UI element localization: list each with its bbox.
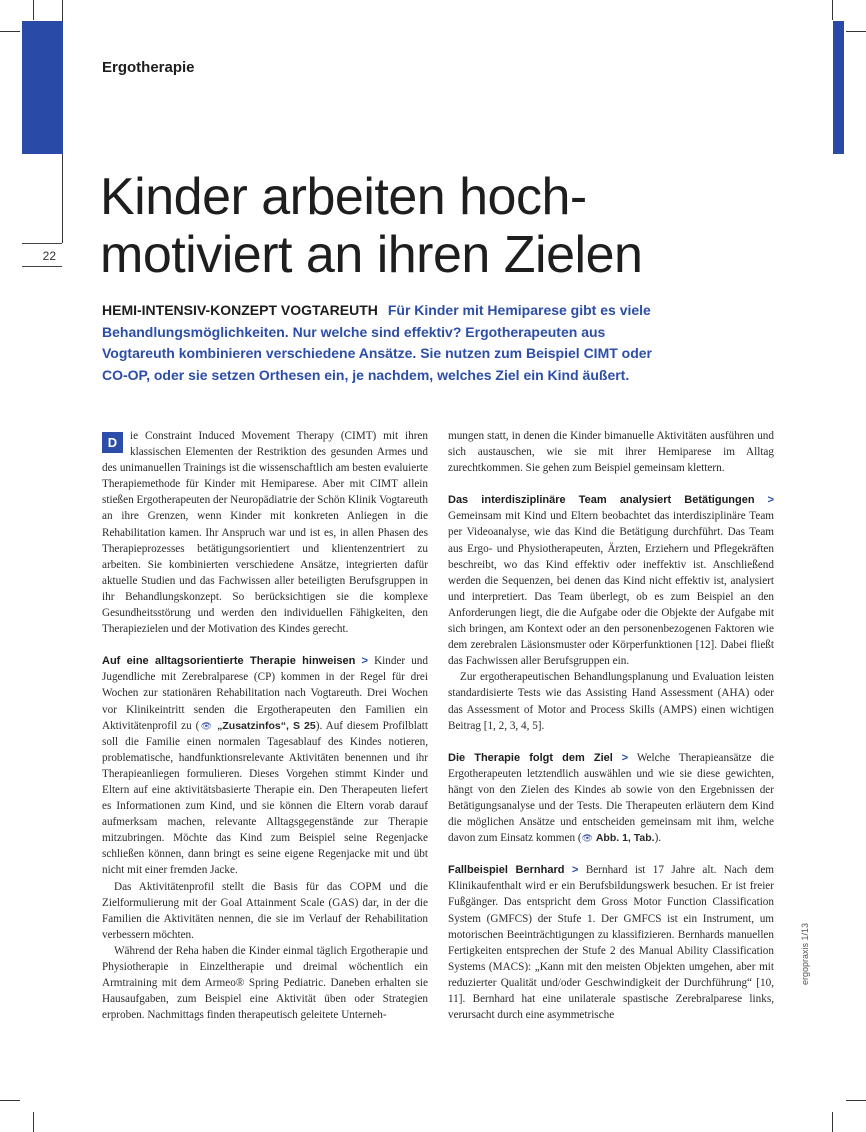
paragraph: Das Aktivitätenprofil stellt die Basis für das COPM und die Zielformulierung mit der Goal Attainment Scale (GAS) dar, in der die Familien die Aktivitäten nennen, die sie im Verlauf der Rehabilitation verbessern möchten.: [102, 880, 428, 941]
dropcap: D: [102, 432, 123, 453]
arrow-icon: >: [621, 751, 629, 764]
text-column-left: [102, 428, 428, 1023]
title-line: motiviert an ihren Zielen: [100, 226, 643, 284]
paragraph-text: ).: [654, 832, 662, 845]
subheading: Die Therapie folgt dem Ziel: [448, 751, 613, 764]
crop-mark: [832, 1112, 833, 1132]
paragraph-text: Gemeinsam mit Kind und Eltern beobachtet das interdisziplinäre Team per Videoanalyse, wie das Kind die Betätigung durchführt. Das Team aus Ergo- und Physiotherapeuten, Ärzten, Erziehern und Pflegekräften beschreibt, wo das Kind effektiv oder ineffektiv ist. Anschließend werden die Sequenzen, bei denen das Kind nicht effektiv ist, analysiert und interpretiert. Das Team überlegt, ob es zum Beispiel an den Anforderungen liegt, die die Aufgabe oder die Objekte der Aufgabe mit sich bringen, am Kontext oder an den personenbezogenen Faktoren wie dem zerebralen Läsionsmuster oder Körperfunktionen [12]. Dabei fließt das Fachwissen aller Berufsgruppen ein.: [448, 510, 774, 668]
paragraph: [448, 492, 774, 669]
lead-text: Für Kinder mit Hemiparese gibt es viele Behandlungsmöglichkeiten. Nur welche sind effektiv? Ergotherapeuten aus Vogtareuth kombinieren verschiedene Ansätze. Sie nutzen zum Beispiel CIMT oder CO-OP, oder sie setzen Orthesen ein, je nachdem, welches Ziel ein Kind äußert.: [102, 302, 653, 383]
cross-reference-link[interactable]: „Zusatzinfos“, S 25: [217, 719, 316, 732]
paragraph-text: Kinder und Jugendliche mit Zerebralparese (CP) kommen in der Regel für drei Wochen zur stationären Rehabilitation nach Vogtareuth. Drei Wochen vor Klinikeintritt senden die Ergotherapeuten den Familien ein Aktivitätenprofil zu (: [102, 655, 428, 732]
section-color-bar: [22, 21, 63, 154]
section-label: Ergotherapie: [102, 59, 195, 76]
crop-mark: [832, 0, 833, 20]
lead-kicker: HEMI-INTENSIV-KONZEPT VOGTAREUTH: [102, 302, 378, 318]
text-column-right: [448, 428, 774, 1023]
arrow-icon: >: [361, 655, 368, 668]
article-title: [100, 168, 800, 284]
paragraph-text: Welche Therapieansätze die Ergotherapeuten letztendlich auswählen und wie sie diese gewichten, hängt von den Zielen des Kindes ab sowie von den Ergebnissen der Betätigungsanalyse und der Tests. Die Therapeuten erläutern dem Kind die möglichen Ansätze und entscheiden gemeinsam mit ihm, welche davon zum Einsatz kommen (: [448, 751, 774, 845]
crop-mark: [846, 1100, 866, 1101]
paragraph: Während der Reha haben die Kinder einmal täglich Ergotherapie und Physiotherapie in Einzeltherapie und dreimal wöchentlich ein Armtraining mit dem Armeo® Spring Pediatric. Daneben erhalten sie Hausaufgaben, zum Beispiel eine Aktivität üben oder Strategien erproben. Nachmittags finden therapeutisch geleitete Unterneh-: [102, 944, 428, 1022]
article-lead: [102, 300, 672, 386]
subheading: Das interdisziplinäre Team analysiert Betätigungen: [448, 494, 755, 507]
paragraph: [102, 428, 428, 637]
paragraph: Zur ergotherapeutischen Behandlungsplanung und Evaluation leisten standardisierte Tests wie das Assisting Hand Assessment (AHA) oder das Assessment of Motor and Process Skills (AMPS) einen wichtigen Beitrag [1, 2, 3, 4, 5].: [448, 671, 774, 732]
eye-icon: 👁: [199, 720, 214, 731]
crop-mark: [0, 31, 20, 32]
crop-mark: [0, 1100, 20, 1101]
crop-mark: [846, 31, 866, 32]
page-number: 22: [22, 243, 62, 267]
paragraph: [448, 862, 774, 1023]
journal-footer: ergopraxis 1/13: [800, 922, 810, 985]
subheading: Fallbeispiel Bernhard: [448, 864, 565, 877]
paragraph: [448, 750, 774, 847]
paragraph-text: ie Constraint Induced Movement Therapy (CIMT) mit ihren klassischen Elementen der Restriktion des gesunden Armes und des unimanuellen Trainings ist die wissenschaftlich am besten evaluierte Therapiemethode für Kinder mit Hemiparese. Aber mit CIMT allein stießen Ergotherapeuten der Neuropädiatrie der Schön Klinik Vogtareuth an ihre Grenzen, wenn Kinder mit konkreten Anliegen in die Rehabilitation kamen. Ihr Anspruch war und ist es, in allen Phasen des Therapieprozesses betätigungsorientiert und klientenzentriert zu arbeiten. Sie kombinierten verschiedene Ansätze, integrierten dafür aktuelle Studien und das Fachwissen aller beteiligten Berufsgruppen in ihr Behandlungskonzept. So berücksichtigen sie die komplexe Gesundheitsstörung und werden den individuellen Fähigkeiten, den Therapiezielen und der Motivation des Kindes gerecht.: [102, 430, 428, 636]
crop-mark: [33, 0, 34, 20]
arrow-icon: >: [767, 494, 774, 507]
paragraph-text: ). Auf diesem Profilblatt soll die Familie einen normalen Tagesablauf des Kindes notieren, problematische, handfunktionsrelevante Aktivitäten benennen und ihr Therapieanliegen formulieren. Dieses Vorgehen stimmt Kinder und Eltern auf eine aktivitätsbasierte Therapie ein. Den Therapeuten liefert es Informationen zum Kind, und sie können die Eltern vorab darauf aufmerksam machen, relevante Alltagsgegenstände zur Therapie mitzubringen. Möchte das Kind zum Beispiel seine Regenjacke schließen können, dann bringt es seine eigene Regenjacke mit und übt nicht mit einer fremden Jacke.: [102, 719, 428, 877]
crop-mark: [33, 1112, 34, 1132]
title-line: Kinder arbeiten hoch-: [100, 168, 587, 226]
paragraph: mungen statt, in denen die Kinder bimanuelle Aktivitäten ausführen und sich austauschen, wie sie mit ihrer Hemiparese im Alltag zurechtkommen. Sie gehen zum Beispiel gemeinsam klettern.: [448, 430, 774, 475]
subheading: Auf eine alltagsorientierte Therapie hinweisen: [102, 655, 356, 668]
edge-color-bar: [833, 21, 844, 154]
cross-reference-link[interactable]: Abb. 1, Tab.: [595, 832, 655, 845]
paragraph-text: Bernhard ist 17 Jahre alt. Nach dem Klinikaufenthalt wird er ein Berufsbildungswerk besuchen. Er ist freier Fußgänger. Das entspricht dem Gross Motor Function Classification System (GMFCS) der Stufe 1. Der GMFCS ist ein Instrument, um motorischen Beeinträchtigungen zu klassifizieren. Bernhards manuellen Fertigkeiten entsprechen der Stufe 2 des Manual Ability Classification Systems (MACS): „Kann mit den meisten Objekten umgehen, aber mit reduzierter Qualität und/oder Geschwindigkeit der Durchführung“ [10, 11]. Bernhard hat eine unilaterale spastische Zerebralparese links, verursacht durch eine asymmetrische: [448, 864, 775, 1022]
paragraph: [102, 653, 428, 878]
arrow-icon: >: [571, 864, 579, 877]
eye-icon: 👁: [581, 833, 594, 844]
